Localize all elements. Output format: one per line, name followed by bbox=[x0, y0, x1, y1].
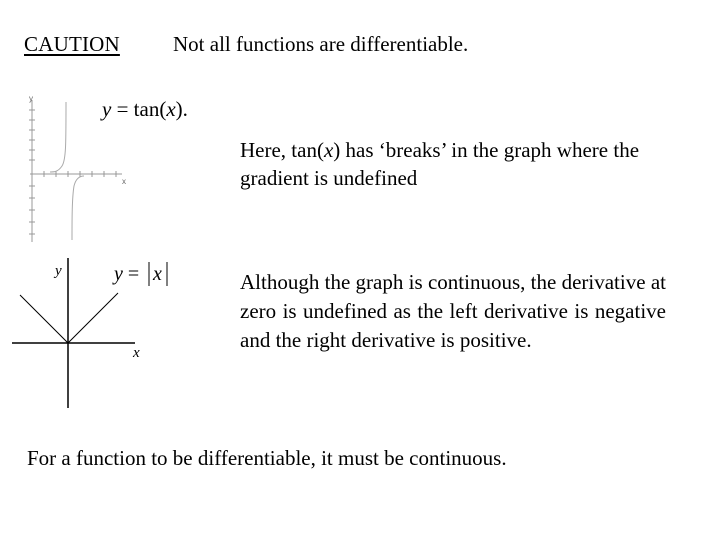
tan-label-suffix: ). bbox=[175, 97, 188, 121]
abs-graph-x-label: x bbox=[133, 345, 140, 361]
tan-note-prefix: Here, tan( bbox=[240, 138, 324, 162]
abs-graph-curve bbox=[20, 293, 118, 343]
tan-note-var: x bbox=[323, 138, 334, 162]
tan-graph-x-label: x bbox=[122, 177, 126, 186]
abs-explanation: Although the graph is continuous, the derivative at zero is undefined as the left derivative is negative and the right derivative is positive. bbox=[240, 270, 666, 352]
tan-graph-curve-left bbox=[50, 102, 66, 172]
tan-label-var: x bbox=[166, 97, 176, 121]
abs-formula-var: x bbox=[153, 263, 162, 285]
abs-graph bbox=[0, 258, 190, 413]
conclusion-statement: For a function to be differentiable, it must be continuous. bbox=[27, 446, 507, 470]
tan-explanation bbox=[240, 136, 670, 192]
tan-graph bbox=[22, 94, 142, 244]
abs-graph-y-label: y bbox=[55, 263, 62, 279]
tan-graph-curve-right bbox=[72, 176, 84, 240]
abs-formula-lhs: y = bbox=[114, 263, 140, 285]
caution-statement: Not all functions are differentiable. bbox=[173, 32, 469, 56]
abs-graph-formula bbox=[112, 262, 167, 286]
tan-label-y: y bbox=[102, 97, 112, 121]
tan-label-eq: = tan( bbox=[111, 97, 167, 121]
tan-note-suffix: ) has ‘breaks’ in the graph where the gradient is undefined bbox=[240, 138, 640, 190]
caution-heading: CAUTION bbox=[24, 32, 120, 56]
tan-graph-y-label: y bbox=[29, 94, 33, 103]
